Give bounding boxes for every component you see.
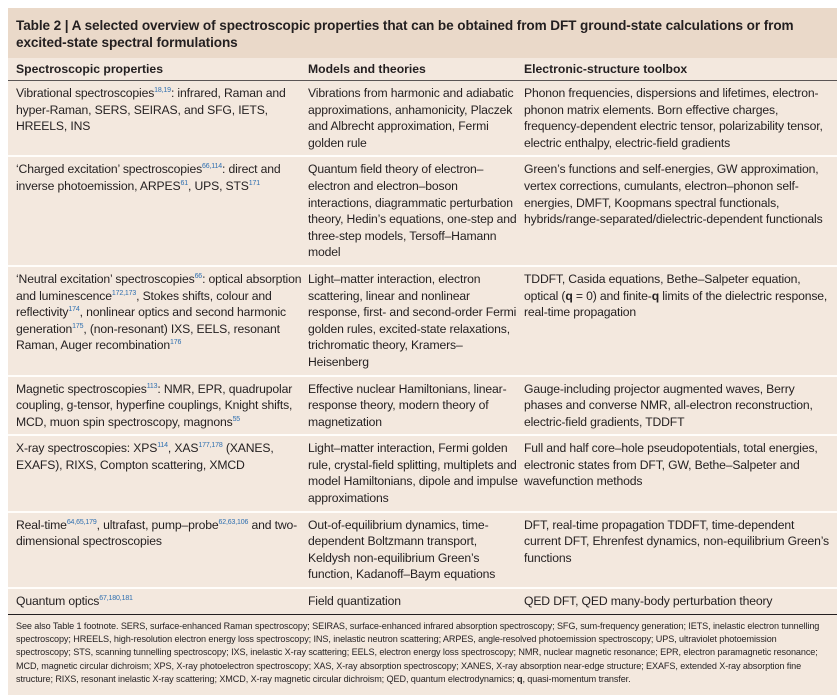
text-segment: , (non-resonant) IXS, EELS, resonant Raman, Auger recombination	[16, 321, 280, 353]
text-segment: X-ray spectroscopies: XPS	[16, 441, 158, 456]
table-row	[8, 589, 837, 615]
reference-link[interactable]: 114	[157, 442, 168, 450]
reference-link[interactable]: 66	[194, 272, 203, 280]
reference-link[interactable]: 172,173	[111, 289, 137, 297]
cell-properties	[8, 161, 308, 261]
text-segment: TDDFT, Casida equations, Bethe–Salpeter equation, optical (	[524, 271, 801, 303]
cell-toolbox: DFT, real-time propagation TDDFT, time-dependent current DFT, Ehrenfest dynamics, non-equilibrium Green’s functions	[524, 517, 829, 565]
table-title-bar	[8, 8, 837, 58]
reference-link[interactable]: 176	[169, 339, 182, 347]
cell-properties	[8, 440, 308, 506]
bold-symbol: q	[565, 288, 573, 303]
cell-models: Out-of-equilibrium dynamics, time-dependent Boltzmann transport, Keldysh non-equilibrium Green’s function, Kadanoff–Baym equations	[308, 517, 496, 582]
table-row	[8, 267, 837, 377]
text-segment: See also Table 1 footnote. SERS, surface-enhanced Raman spectroscopy; SEIRAS, surface-enhanced infrared absorption spectroscopy; SFG, sum-frequency generation; IETS, inelastic electron tunnelling spectroscopy; HREELS, high-resolution electron energy loss spectroscopy; INS, inelastic neutron scattering; ARPES, angle-resolved photoemission spectroscopy; UPS, ultraviolet photoemission spectroscopy; STS, scanning tunnelling spectroscopy; IXS, inelastic X-ray scattering; EELS, electron energy loss spectroscopy; NMR, nuclear magnetic resonance; EPR, electron paramagnetic resonance; MCD, magnetic circular dichroism; XPS, X-ray photoelectron spectroscopy; XAS, X-ray absorption spectroscopy; XANES, X-ray absorption near-edge structure; EXAFS, extended X-ray absorption fine structure; RIXS, resonant inelastic X-ray scattering; XMCD, X-ray magnetic circular dichroism; QED, quantum electrodynamics;	[16, 620, 820, 685]
cell-toolbox: QED DFT, QED many-body perturbation theory	[524, 594, 773, 609]
bold-symbol: q	[516, 674, 523, 685]
cell-properties	[8, 593, 308, 610]
column-header-models: Models and theories	[308, 62, 426, 76]
table-row	[8, 81, 837, 157]
text-segment: : optical absorption and luminescence	[16, 271, 302, 303]
table-row	[8, 377, 837, 437]
column-header-toolbox: Electronic-structure toolbox	[524, 62, 688, 76]
cell-models: Quantum field theory of electron–electron and electron–boson interactions, diagrammatic perturbation theory, Hedin’s equations, one-step and three-step models, Tersoff–Hamann model	[308, 162, 517, 260]
bold-symbol: q	[651, 288, 660, 303]
text-segment: , Stokes shifts, colour and reflectivity	[16, 288, 272, 320]
table-body	[8, 81, 837, 615]
text-segment: , quasi-momentum transfer.	[522, 674, 631, 685]
reference-link[interactable]: 18,19	[154, 87, 171, 94]
cell-models: Field quantization	[308, 594, 401, 609]
cell-toolbox: Full and half core–hole pseudopotentials, total energies, electronic states from DFT, GW, Bethe–Salpeter and wavefunction methods	[524, 441, 818, 489]
cell-toolbox: Gauge-including projector augmented waves, Berry phases and converse NMR, all-electron reconstruction, electric-field gradients, TDDFT	[524, 381, 813, 429]
reference-link[interactable]: 66,114	[202, 163, 223, 171]
column-header-properties: Spectroscopic properties	[16, 62, 163, 76]
text-segment: and two-dimensional spectroscopies	[16, 517, 298, 549]
cell-properties	[8, 85, 308, 151]
text-segment: , ultrafast, pump–probe	[96, 517, 219, 532]
cell-properties	[8, 517, 308, 583]
table-row	[8, 436, 837, 512]
cell-toolbox: Green’s functions and self-energies, GW approximation, vertex corrections, cumulants, electron–phonon self-energies, DMFT, Koopmans spectral functionals, hybrids/range-separated/dielectric-dependent functionals	[524, 162, 823, 227]
cell-models: Vibrations from harmonic and adiabatic approximations, anhamonicity, Placzek and Albrecht approximation, Fermi golden rule	[308, 86, 514, 150]
text-segment: Magnetic spectroscopies	[16, 381, 147, 396]
text-segment: , nonlinear optics and second harmonic generation	[16, 305, 286, 336]
text-segment: Vibrational spectroscopies	[16, 86, 155, 100]
cell-properties	[8, 271, 308, 371]
reference-link[interactable]: 174	[68, 306, 80, 314]
reference-link[interactable]: 64,65,179	[66, 518, 97, 526]
text-segment: limits of the dielectric response, real-time propagation	[524, 288, 828, 320]
text-segment: ‘Neutral excitation’ spectroscopies	[16, 271, 195, 286]
cell-properties	[8, 381, 308, 431]
reference-link[interactable]: 61	[180, 179, 188, 187]
table-title: Table 2 | A selected overview of spectroscopic properties that can be obtained from DFT ground-state calculations or from excited-state spectral formulations	[16, 18, 794, 50]
cell-models: Effective nuclear Hamiltonians, linear-response theory, modern theory of magnetization	[308, 381, 507, 429]
cell-toolbox	[524, 271, 834, 371]
reference-link[interactable]: 55	[232, 415, 241, 423]
reference-link[interactable]: 67,180,181	[99, 595, 133, 603]
reference-link[interactable]: 175	[72, 322, 84, 330]
text-segment: : direct and inverse photoemission, ARPES	[16, 162, 281, 193]
text-segment: (XANES, EXAFS), RIXS, Compton scattering, XMCD	[16, 441, 274, 472]
text-segment: , XAS	[167, 441, 199, 456]
text-segment: ‘Charged excitation’ spectroscopies	[16, 162, 203, 177]
text-segment: = 0) and finite-	[572, 288, 652, 303]
text-segment: : infrared, Raman and hyper-Raman, SERS, SEIRAS, and SFG, IETS, HREELS, INS	[16, 86, 286, 134]
table-container	[8, 8, 837, 695]
reference-link[interactable]: 171	[248, 179, 261, 187]
table-header	[8, 58, 837, 81]
text-segment: Real-time	[16, 517, 67, 532]
cell-models: Light–matter interaction, electron scattering, linear and nonlinear response, first- and second-order Fermi golden rules, excited-state relaxations, trichromatic theory, Kramers–Heisenberg	[308, 271, 517, 369]
text-segment: Quantum optics	[16, 594, 100, 609]
reference-link[interactable]: 62,63,106	[218, 518, 249, 526]
table-row	[8, 157, 837, 267]
reference-link[interactable]: 113	[146, 382, 158, 390]
reference-link[interactable]: 177,178	[198, 442, 223, 450]
text-segment: , UPS, STS	[187, 178, 249, 193]
spectroscopy-table	[8, 58, 837, 695]
text-segment: : NMR, EPR, quadrupolar coupling, g-tensor, hyperfine couplings, Knight shifts, MCD, muon spin spectroscopy, magnons	[16, 381, 293, 429]
cell-toolbox: Phonon frequencies, dispersions and lifetimes, electron-phonon matrix elements. Born effective charges, frequency-dependent electric tensor, polarizability tensor, electric enthalpy, electric-field gradients	[524, 86, 823, 150]
cell-models: Light–matter interaction, Fermi golden rule, crystal-field splitting, multiplets and model Hamiltonians, dipole and impulse approximations	[308, 441, 518, 506]
table-row	[8, 513, 837, 589]
